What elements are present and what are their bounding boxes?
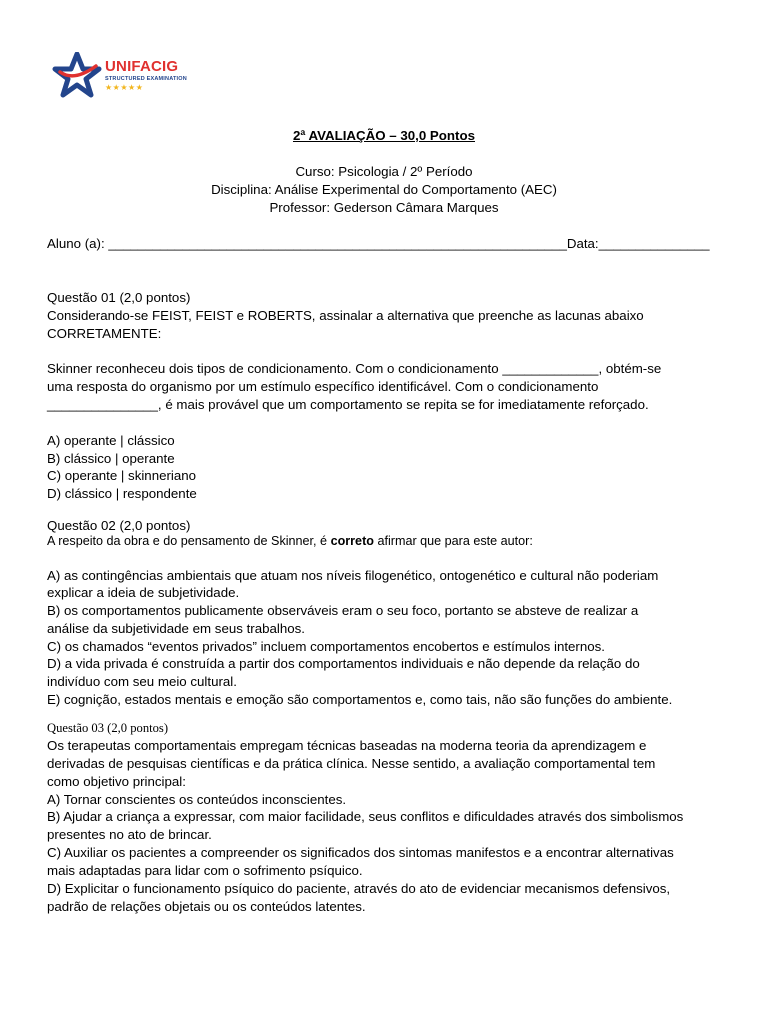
question-03-option-d[interactable]: D) Explicitar o funcionamento psíquico do paciente, através do ato de evidenciar mecanismos defensivos, — [47, 881, 671, 896]
question-03-statement: como objetivo principal: — [47, 774, 186, 789]
question-02-option-c[interactable]: C) os chamados “eventos privados” incluem comportamentos encobertos e estímulos internos. — [47, 639, 605, 654]
question-01-option-d[interactable]: D) clássico | respondente — [47, 486, 197, 501]
question-02-option-b[interactable]: B) os comportamentos publicamente observáveis eram o seu foco, portanto se absteve de realizar a — [47, 603, 639, 618]
question-02-option-d[interactable]: D) a vida privada é construída a partir dos comportamentos individuais e não depende da relação do — [47, 656, 640, 671]
question-01-statement: Skinner reconheceu dois tipos de condicionamento. Com o condicionamento _____________, obtém-se — [47, 361, 662, 376]
question-02-option-b-cont: análise da subjetividade em seus trabalhos. — [47, 621, 305, 636]
question-03-option-b-cont: presentes no ato de brincar. — [47, 827, 212, 842]
question-01-option-b[interactable]: B) clássico | operante — [47, 451, 175, 466]
question-02-intro: A respeito da obra e do pensamento de Skinner, é correto afirmar que para este autor: — [47, 534, 533, 548]
question-03-option-c[interactable]: C) Auxiliar os pacientes a compreender os significados dos sintomas manifestos e a encontrar alternativas — [47, 845, 674, 860]
question-01-statement: _______________, é mais provável que um comportamento se repita se for imediatamente reforçado. — [47, 397, 649, 412]
star-logo-icon — [52, 52, 102, 98]
question-01-option-c[interactable]: C) operante | skinneriano — [47, 468, 197, 483]
question-03-option-a[interactable]: A) Tornar conscientes os conteúdos inconscientes. — [47, 792, 347, 807]
logo-stars: ★★★★★ — [105, 83, 144, 92]
question-03-statement: Os terapeutas comportamentais empregam técnicas baseadas na moderna teoria da aprendizagem e — [47, 738, 647, 753]
question-01-title: Questão 01 (2,0 pontos) — [47, 290, 191, 305]
question-01-option-a[interactable]: A) operante | clássico — [47, 433, 175, 448]
question-01-intro: CORRETAMENTE: — [47, 326, 162, 341]
unifacig-logo — [52, 52, 202, 98]
exam-title: 2ª AVALIAÇÃO – 30,0 Pontos — [292, 128, 475, 143]
discipline-line: Disciplina: Análise Experimental do Comportamento (AEC) — [211, 182, 557, 197]
question-02-title: Questão 02 (2,0 pontos) — [47, 518, 191, 533]
question-03-option-c-cont: mais adaptadas para lidar com o sofrimento psíquico. — [47, 863, 363, 878]
question-02-option-d-cont: indivíduo com seu meio cultural. — [47, 674, 237, 689]
logo-tagline: STRUCTURED EXAMINATION — [105, 76, 187, 82]
professor-line: Professor: Gederson Câmara Marques — [269, 200, 499, 215]
question-03-title: Questão 03 (2,0 pontos) — [47, 721, 169, 735]
question-03-option-b[interactable]: B) Ajudar a criança a expressar, com maior facilidade, seus conflitos e dificuldades através dos simbolismos — [47, 809, 684, 824]
question-02-emphasis: correto — [330, 534, 374, 548]
question-03-statement: derivadas de pesquisas científicas e da prática clínica. Nesse sentido, a avaliação comportamental tem — [47, 756, 656, 771]
question-02-option-e[interactable]: E) cognição, estados mentais e emoção são comportamentos e, como tais, não são funções do ambiente. — [47, 692, 673, 707]
question-02-option-a[interactable]: A) as contingências ambientais que atuam nos níveis filogenético, ontogenético e cultural não poderiam — [47, 568, 659, 583]
logo-brand-text: UNIFACIG — [105, 58, 179, 75]
question-03-option-d-cont: padrão de relações objetais ou os conteúdos latentes. — [47, 899, 366, 914]
course-line: Curso: Psicologia / 2º Período — [295, 164, 473, 179]
student-name-field[interactable]: Aluno (a): ______________________________________________________________Data:_______________ — [47, 236, 710, 251]
question-02-option-a-cont: explicar a ideia de subjetividade. — [47, 585, 240, 600]
question-01-intro: Considerando-se FEIST, FEIST e ROBERTS, assinalar a alternativa que preenche as lacunas abaixo — [47, 308, 644, 323]
question-01-statement: uma resposta do organismo por um estímulo específico identificável. Com o condicionamento — [47, 379, 599, 394]
